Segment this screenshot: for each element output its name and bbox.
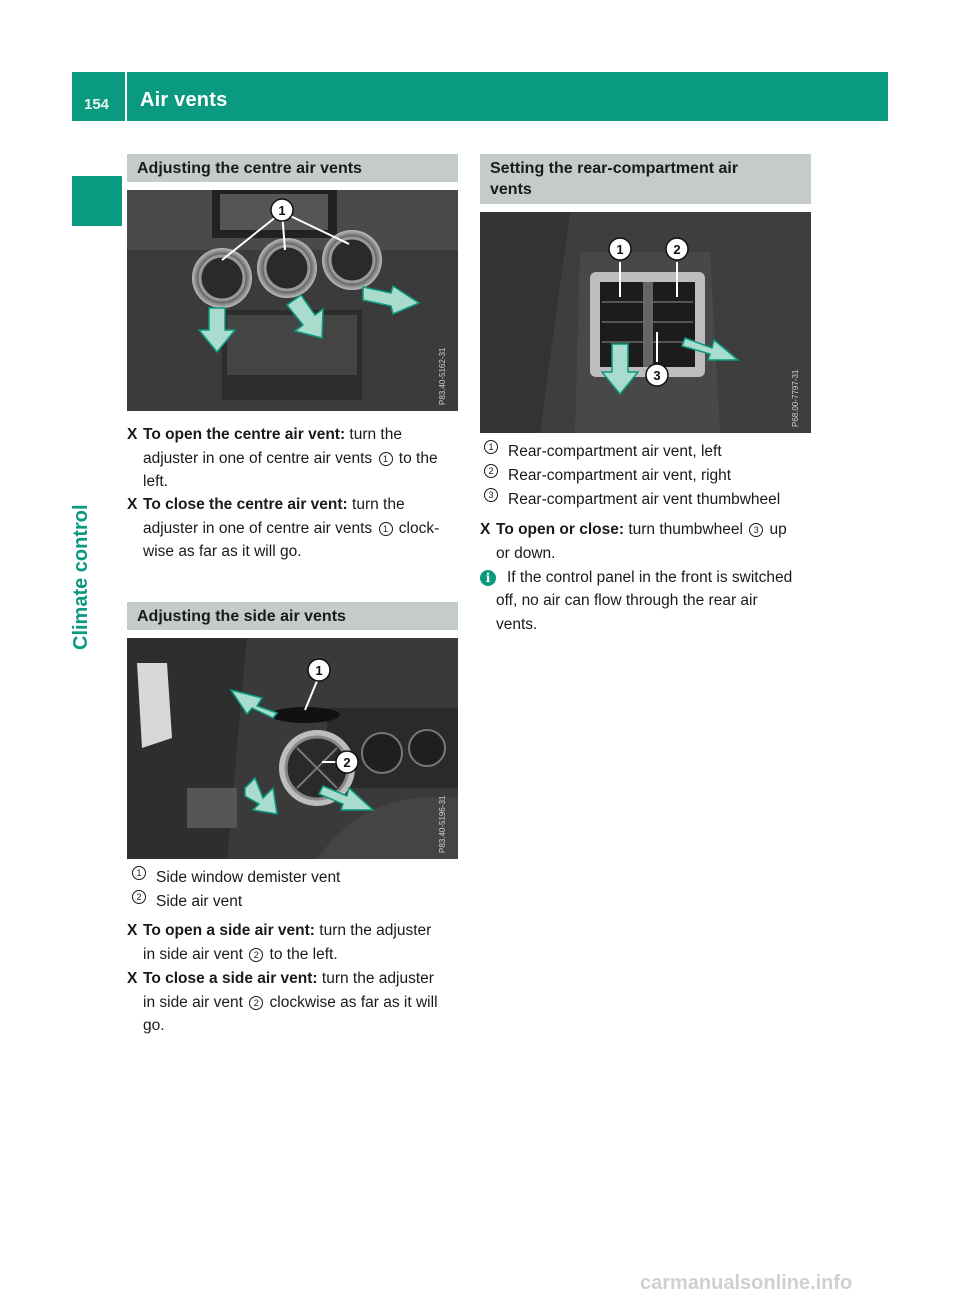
image-code: P83.40-5196-31 bbox=[438, 795, 447, 853]
side-tab-marker bbox=[72, 176, 122, 226]
bullet-marker-icon: X bbox=[127, 496, 138, 513]
section-heading-rear-vents: Setting the rear-compartment air vents bbox=[480, 154, 811, 204]
bullet-marker-icon: X bbox=[127, 970, 138, 987]
info-note-continued: off, no air can flow through the rear air vents. bbox=[496, 592, 758, 633]
callout-1: 1 bbox=[278, 203, 286, 218]
rear-vents-photo bbox=[480, 212, 811, 433]
bullet-marker-icon: X bbox=[480, 521, 491, 538]
callout-1: 1 bbox=[315, 663, 323, 678]
section-heading-side-vents: Adjusting the side air vents bbox=[127, 602, 458, 630]
image-code: P83.40-5162-31 bbox=[438, 347, 447, 405]
image-code: P68.00-7797-31 bbox=[791, 369, 800, 427]
callout-2: 2 bbox=[673, 242, 681, 257]
callout-2: 2 bbox=[343, 755, 351, 770]
watermark: carmanualsonline.info bbox=[640, 1272, 853, 1294]
callout-1: 1 bbox=[616, 242, 624, 257]
bullet-marker-icon: X bbox=[127, 922, 138, 939]
section-heading-centre-vents: Adjusting the centre air vents bbox=[127, 154, 458, 182]
info-icon: i bbox=[480, 570, 496, 586]
page-number: 154 bbox=[84, 96, 110, 113]
callout-3: 3 bbox=[653, 368, 661, 383]
centre-vents-photo bbox=[127, 190, 458, 411]
side-vents-photo bbox=[127, 638, 458, 859]
info-note: If the control panel in the front is switched bbox=[507, 569, 793, 586]
bullet-marker-icon: X bbox=[127, 426, 138, 443]
page-title: Air vents bbox=[140, 89, 228, 111]
side-tab-label: Climate control bbox=[70, 504, 92, 650]
